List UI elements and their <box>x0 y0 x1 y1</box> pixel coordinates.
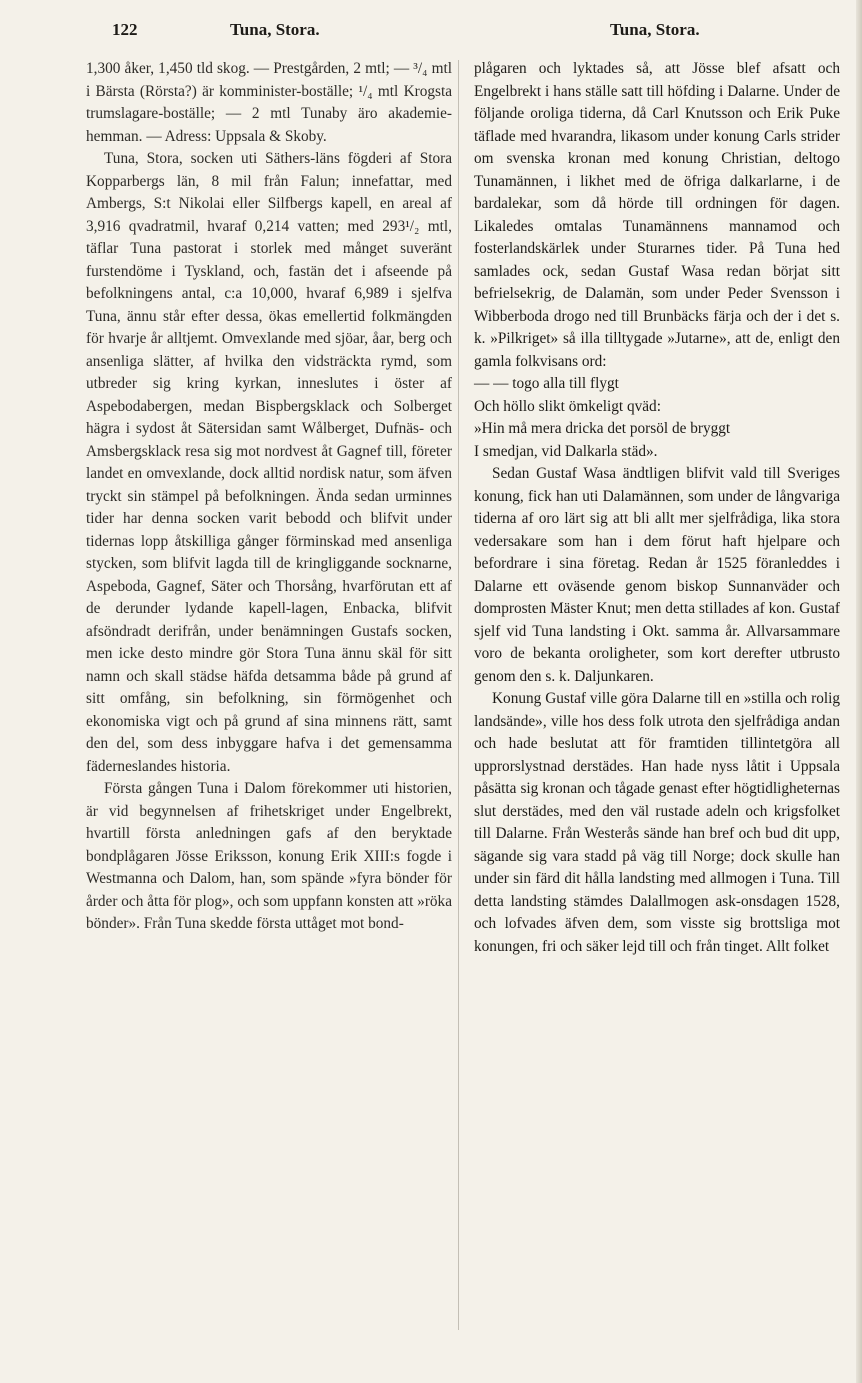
right-column <box>474 58 840 958</box>
verse-line: »Hin må mera dricka det porsöl de bryggt <box>474 420 731 437</box>
page-edge <box>856 0 862 1383</box>
right-running-title: Tuna, Stora. <box>610 20 700 39</box>
paragraph: Tuna, Stora, socken uti Säthers-läns fögderi af Stora Kopparbergs län, 8 mil från Falun; innefattar, med Ambergs, S:t Nikolai eller Silfbergs kapell, en areal af 3,916 qvadratmil, hvaraf 0,214 vatten; med 293¹/₂ mtl, täflar Tuna pastorat i storlek med månget suveränt furstendöme i Tyskland, och, fastän det i afseende på befolkningens antal, c:a 10,000, hvaraf 6,989 i sjelfva Tuna, ännu står efter dessa, ökas emellertid folkmängden för hvarje år alltjemt. Omvexlande med sjöar, åar, berg och ansenliga slätter, af hvilka den vidsträckta rymd, som utbreder sig kring kyrkan, inneslutes i öster af Aspebodabergen, medan Bispbergsklack och Solberget hägra i sydost åt Sätersidan samt Wålberget, Dufnäs- och Amsbergsklack resa sig mot nordvest åt Gagnef till, företer landet en omvexlande, dock alltid nordisk natur, som äfven tryckt sin stämpel på befolkningen. Ända sedan urminnes tider har denna socken varit bebodd och blifvit under tidernas lopp åtskilliga gånger förminskad med ansenliga stycken, som blifvit lagda till de kringliggande socknarne, Aspeboda, Gagnef, Säter och Thorsång, hvarförutan ett af de derunder lydande kapell-lagen, Enbacka, blifvit afsöndradt derifrån, under benämningen Gustafs socken, men icke desto mindre gör Stora Tuna ännu skäl för sitt namn och skall städse häfda detsamma både på grund af sitt omfång, sin befolkning, sin förmögenhet och ekonomiska vigt och på grund af sina minnens rätt, samt den del, som dess inbyggare hafva i det gemensamma fäderneslandes historia. <box>86 150 452 775</box>
left-running-title: Tuna, Stora. <box>230 20 320 39</box>
verse-line: Och höllo slikt ömkeligt qväd: <box>474 397 661 415</box>
left-column <box>86 58 452 936</box>
paragraph: plågaren och lyktades så, att Jösse blef afsatt och Engelbrekt i hans ställe satt till höfding i Dalarne. Under de följande oroliga tiderna, då Carl Knutsson och Erik Puke täflade med hvarandra, likasom under konung Carls strider om svenska kronan med konung Christian, deltogo Tunamännen, i likhet med de öfriga dalkarlarne, i de bardalekar, som då hörde till ordningen för dagen. Likaledes omtalas Tunamännens mannamod och fosterlandskärlek under Sturarnes tider. På Tuna hed samlades ock, sedan Gustaf Wasa redan börjat sitt befrielsekrig, de Dalamän, som under Peder Svensson i Wibberboda drogo ned till Brunbäcks färja och der i det s. k. »Pilkriget» så illa tilltygade »Jutarne», att de, enligt den gamla folkvisans ord: <box>474 60 840 370</box>
paragraph: 1,300 åker, 1,450 tld skog. — Prestgården, 2 mtl; — ³/₄ mtl i Bärsta (Rörsta?) är komminister-boställe; ¹/₄ mtl Krogsta trumslagare-boställe; — 2 mtl Tunaby äro akademie-hemman. — Adress: Uppsala & Skoby. <box>86 60 452 145</box>
running-header <box>0 20 862 46</box>
paragraph: Konung Gustaf ville göra Dalarne till en »stilla och rolig landsände», ville hos dess folk utrota den sjelfrådiga andan och hade beslutat att för framtiden tillintetgöra all upprorslystnad derstädes. Han hade nyss låtit i Uppsala påsätta sig kronan och tågade genast efter högtidligheternas slut derstädes, med den väl rustade adeln och krigsfolket till Dalarne. Från Westerås sände han bref och bud dit upp, sägande sig vara stadd på väg till Norge; dock skulle han under sin färd dit hålla landsting med allmogen i Tuna. Till detta landsting stämdes Dalallmogen ask-onsdagen 1528, och lofvades äfven dem, som visste sig brottsliga mot konungen, fri och säker lejd till och från tinget. Allt folket <box>474 690 840 955</box>
column-divider <box>458 60 459 1330</box>
verse-line: — — togo alla till flygt <box>474 375 619 392</box>
paragraph: Första gången Tuna i Dalom förekommer uti historien, är vid begynnelsen af frihetskriget under Engelbrekt, hvartill första anledningen gafs af den beryktade bondplågaren Jösse Eriksson, konung Erik XIII:s fogde i Westmanna och Dalom, han, som spände »fyra bönder för årder och åtta för plog», och som uppfann konsten att »röka bönder». Från Tuna skedde första uttåget mot bond- <box>86 780 452 932</box>
paragraph: Sedan Gustaf Wasa ändtligen blifvit vald till Sveriges konung, fick han uti Dalamännen, som under de långvariga tiderna af oro lärt sig att bli allt mer sjelfrådiga, lika stora vedersakare som han i dem förut haft hjelpare och befordrare i sina företag. Redan år 1525 föranleddes i Dalarne ett oväsende genom biskop Sunnanväder och domprosten Mäster Knut; men detta stillades af kon. Gustaf sjelf vid Tuna landsting i Okt. samma år. Allvarsammare voro de bekanta oroligheter, som kort derefter utbrusto genom den s. k. Daljunkaren. <box>474 465 840 685</box>
verse-line: I smedjan, vid Dalkarla städ». <box>474 442 658 460</box>
page-number: 122 <box>112 20 138 39</box>
